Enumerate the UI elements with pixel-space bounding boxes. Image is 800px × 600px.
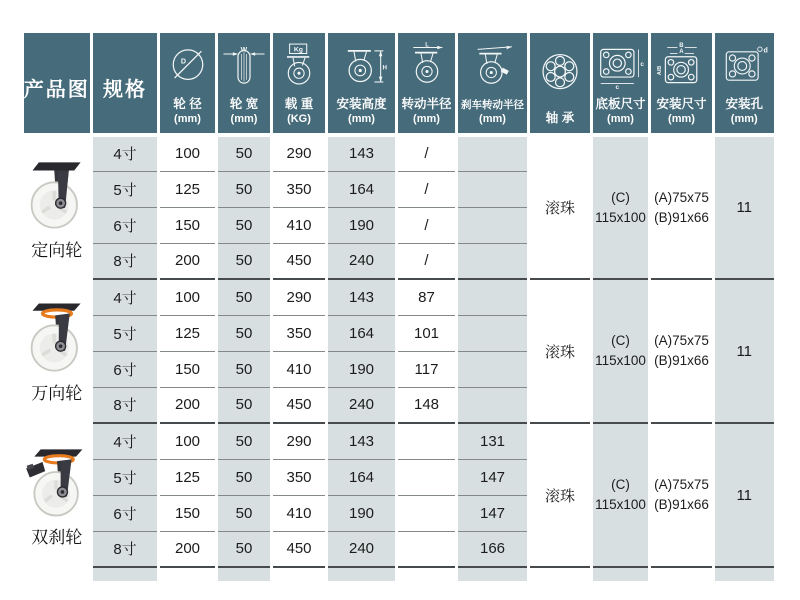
svg-text:W: W <box>240 45 248 53</box>
product-image-cell <box>24 135 92 279</box>
brake-radius-cell <box>457 351 529 387</box>
column-stub <box>272 567 327 581</box>
header-spec-label: 规格 <box>103 78 147 101</box>
table-row <box>24 135 774 171</box>
load-capacity-icon <box>275 35 323 97</box>
spec-cell: 4寸 <box>92 135 159 171</box>
column-unit: (mm) <box>413 113 440 126</box>
spec-cell: 8寸 <box>92 531 159 567</box>
mount-size-line2: (B)91x66 <box>654 209 709 225</box>
svg-text:B: B <box>678 42 684 49</box>
wheel-diameter-cell: 100 <box>159 135 217 171</box>
swivel-caster-image <box>24 299 90 381</box>
svg-text:Kg: Kg <box>293 46 303 54</box>
wheel-width-cell: 50 <box>217 315 272 351</box>
svg-text:D: D <box>180 57 186 66</box>
brake-radius-cell <box>457 207 529 243</box>
brake-radius-cell: 166 <box>457 531 529 567</box>
column-stub <box>529 567 592 581</box>
column-unit: (mm) <box>174 113 201 126</box>
load-cell: 290 <box>272 135 327 171</box>
header-turning-radius <box>397 33 457 135</box>
mount-height-cell: 240 <box>327 387 397 423</box>
plate-size-cell <box>592 135 650 279</box>
bearing-cell: 滚珠 <box>529 423 592 567</box>
mount-height-cell: 240 <box>327 531 397 567</box>
column-label: 安装高度 <box>336 96 387 111</box>
load-cell: 450 <box>272 243 327 279</box>
spec-cell: 5寸 <box>92 171 159 207</box>
table-row <box>24 279 774 315</box>
mount-hole-cell: 11 <box>714 279 774 423</box>
header-brake-turning-radius <box>457 33 529 135</box>
spec-cell: 8寸 <box>92 387 159 423</box>
svg-text:L: L <box>424 42 429 49</box>
base-plate-size-icon <box>595 35 647 97</box>
load-cell: 410 <box>272 351 327 387</box>
column-stub <box>327 567 397 581</box>
wheel-width-cell: 50 <box>217 495 272 531</box>
mount-height-cell: 164 <box>327 315 397 351</box>
column-label: 底板尺寸 <box>595 96 646 111</box>
table-row <box>24 423 774 459</box>
wheel-width-cell: 50 <box>217 243 272 279</box>
column-unit: (mm) <box>607 113 634 126</box>
mount-size-cell <box>650 279 714 423</box>
spec-cell: 4寸 <box>92 423 159 459</box>
brake-turning-radius-icon <box>469 35 517 100</box>
mount-height-cell: 164 <box>327 171 397 207</box>
wheel-width-cell: 50 <box>217 459 272 495</box>
column-label: 轴 承 <box>545 110 575 125</box>
wheel-diameter-cell: 100 <box>159 279 217 315</box>
plate-size-line2: 115x100 <box>595 497 646 512</box>
turning-radius-cell: 117 <box>397 351 457 387</box>
column-stub <box>650 567 714 581</box>
header-wheel-width <box>217 33 272 135</box>
header-product-image-label: 产品图 <box>23 78 90 101</box>
brake-radius-cell: 147 <box>457 459 529 495</box>
header-base-plate-size <box>592 33 650 135</box>
turning-radius-cell: / <box>397 207 457 243</box>
column-label: 转动半径 <box>401 96 452 111</box>
plate-size-line2: 115x100 <box>595 209 646 225</box>
column-label: 安装孔 <box>725 96 763 111</box>
mount-height-cell: 190 <box>327 207 397 243</box>
header-wheel-diameter <box>159 33 217 135</box>
turning-radius-cell <box>397 459 457 495</box>
mount-height-cell: 190 <box>327 351 397 387</box>
brake-radius-cell: 131 <box>457 423 529 459</box>
fixed-caster-image <box>24 156 90 238</box>
column-unit: (mm) <box>230 113 258 126</box>
load-cell: 450 <box>272 531 327 567</box>
column-label: 安装尺寸 <box>656 96 707 111</box>
header-spec <box>92 33 159 135</box>
column-stub <box>24 567 92 581</box>
brake-radius-cell <box>457 387 529 423</box>
spec-cell: 5寸 <box>92 459 159 495</box>
column-unit: (mm) <box>668 113 695 126</box>
spec-cell: 8寸 <box>92 243 159 279</box>
turning-radius-cell: 148 <box>397 387 457 423</box>
wheel-width-cell: 50 <box>217 207 272 243</box>
wheel-diameter-cell: 150 <box>159 495 217 531</box>
column-unit: (mm) <box>348 113 375 126</box>
mount-size-cell <box>650 135 714 279</box>
column-label: 载 重 <box>284 96 314 111</box>
product-image-cell <box>24 423 92 567</box>
mounting-size-icon <box>656 35 708 97</box>
mount-size-line1: (A)75x75 <box>654 477 709 493</box>
mount-height-cell: 190 <box>327 495 397 531</box>
load-cell: 290 <box>272 279 327 315</box>
wheel-diameter-cell: 100 <box>159 423 217 459</box>
mount-height-cell: 164 <box>327 459 397 495</box>
turning-radius-cell: 87 <box>397 279 457 315</box>
mount-size-line2: (B)91x66 <box>654 497 709 512</box>
wheel-diameter-cell: 125 <box>159 171 217 207</box>
mount-height-cell: 143 <box>327 279 397 315</box>
wheel-width-cell: 50 <box>217 279 272 315</box>
wheel-diameter-cell: 150 <box>159 207 217 243</box>
plate-size-line1: (C) <box>611 333 630 349</box>
ball-bearing-icon <box>535 35 585 111</box>
plate-size-line1: (C) <box>611 477 630 493</box>
mount-size-line2: (B)91x66 <box>654 353 709 368</box>
column-label: 轮 径 <box>173 96 202 111</box>
wheel-diameter-cell: 200 <box>159 387 217 423</box>
turning-radius-cell <box>397 531 457 567</box>
turning-radius-icon <box>403 35 451 97</box>
load-cell: 290 <box>272 423 327 459</box>
spec-cell: 6寸 <box>92 207 159 243</box>
brake-radius-cell <box>457 279 529 315</box>
column-unit: (KG) <box>287 113 311 126</box>
load-cell: 350 <box>272 459 327 495</box>
product-name: 双刹轮 <box>31 527 83 547</box>
column-stub <box>457 567 529 581</box>
turning-radius-cell <box>397 423 457 459</box>
svg-text:c: c <box>614 83 619 90</box>
column-unit: (mm) <box>479 113 506 126</box>
turning-radius-cell: / <box>397 135 457 171</box>
brake-radius-cell <box>457 315 529 351</box>
plate-size-line1: (C) <box>611 189 630 205</box>
wheel-width-cell: 50 <box>217 135 272 171</box>
turning-radius-cell <box>397 495 457 531</box>
brake-radius-cell <box>457 243 529 279</box>
mount-hole-cell: 11 <box>714 135 774 279</box>
load-cell: 350 <box>272 171 327 207</box>
mounting-hole-icon <box>719 35 769 97</box>
spec-cell: 6寸 <box>92 351 159 387</box>
wheel-width-cell: 50 <box>217 387 272 423</box>
bearing-cell: 滚珠 <box>529 135 592 279</box>
load-cell: 410 <box>272 495 327 531</box>
wheel-diameter-cell: 150 <box>159 351 217 387</box>
mounting-height-icon <box>337 35 387 97</box>
column-label: 刹车转动半径 <box>461 99 524 112</box>
header-load-capacity <box>272 33 327 135</box>
header-product-image <box>24 33 92 135</box>
product-name: 万向轮 <box>31 383 83 403</box>
turning-radius-cell: 101 <box>397 315 457 351</box>
svg-text:A/B: A/B <box>656 65 663 75</box>
svg-text:d: d <box>763 46 769 54</box>
plate-size-cell <box>592 423 650 567</box>
plate-size-cell <box>592 279 650 423</box>
mount-size-cell <box>650 423 714 567</box>
bottom-stub-row <box>24 567 774 581</box>
column-unit: (mm) <box>730 113 758 126</box>
wheel-diameter-cell: 125 <box>159 459 217 495</box>
column-stub <box>92 567 159 581</box>
header-mounting-hole <box>714 33 774 135</box>
mount-height-cell: 143 <box>327 135 397 171</box>
wheel-diameter-cell: 200 <box>159 531 217 567</box>
turning-radius-cell: / <box>397 171 457 207</box>
plate-size-line2: 115x100 <box>595 353 646 368</box>
brake-radius-cell <box>457 135 529 171</box>
wheel-width-cell: 50 <box>217 171 272 207</box>
wheel-diameter-cell: 200 <box>159 243 217 279</box>
wheel-width-cell: 50 <box>217 423 272 459</box>
double-brake-caster-image <box>24 443 90 525</box>
header-mounting-size <box>650 33 714 135</box>
column-stub <box>397 567 457 581</box>
product-image-cell <box>24 279 92 423</box>
header-mounting-height <box>327 33 397 135</box>
header-row <box>24 33 774 135</box>
spec-cell: 6寸 <box>92 495 159 531</box>
load-cell: 450 <box>272 387 327 423</box>
mount-height-cell: 143 <box>327 423 397 459</box>
wheel-width-icon <box>220 35 268 97</box>
mount-hole-cell: 11 <box>714 423 774 567</box>
header-bearing <box>529 33 592 135</box>
load-cell: 350 <box>272 315 327 351</box>
svg-text:A: A <box>678 48 684 55</box>
turning-radius-cell: / <box>397 243 457 279</box>
wheel-width-cell: 50 <box>217 531 272 567</box>
caster-spec-table <box>22 33 774 581</box>
product-name: 定向轮 <box>31 240 83 260</box>
column-stub <box>159 567 217 581</box>
spec-cell: 4寸 <box>92 279 159 315</box>
mount-height-cell: 240 <box>327 243 397 279</box>
mount-size-line1: (A)75x75 <box>654 189 709 205</box>
svg-text:H: H <box>381 64 387 72</box>
column-stub <box>217 567 272 581</box>
svg-text:c: c <box>639 60 644 68</box>
brake-radius-cell: 147 <box>457 495 529 531</box>
wheel-diameter-icon <box>163 35 213 97</box>
load-cell: 410 <box>272 207 327 243</box>
column-label: 轮 宽 <box>229 96 259 111</box>
column-stub <box>714 567 774 581</box>
spec-cell: 5寸 <box>92 315 159 351</box>
mount-size-line1: (A)75x75 <box>654 333 709 349</box>
column-stub <box>592 567 650 581</box>
bearing-cell: 滚珠 <box>529 279 592 423</box>
wheel-diameter-cell: 125 <box>159 315 217 351</box>
wheel-width-cell: 50 <box>217 351 272 387</box>
brake-radius-cell <box>457 171 529 207</box>
